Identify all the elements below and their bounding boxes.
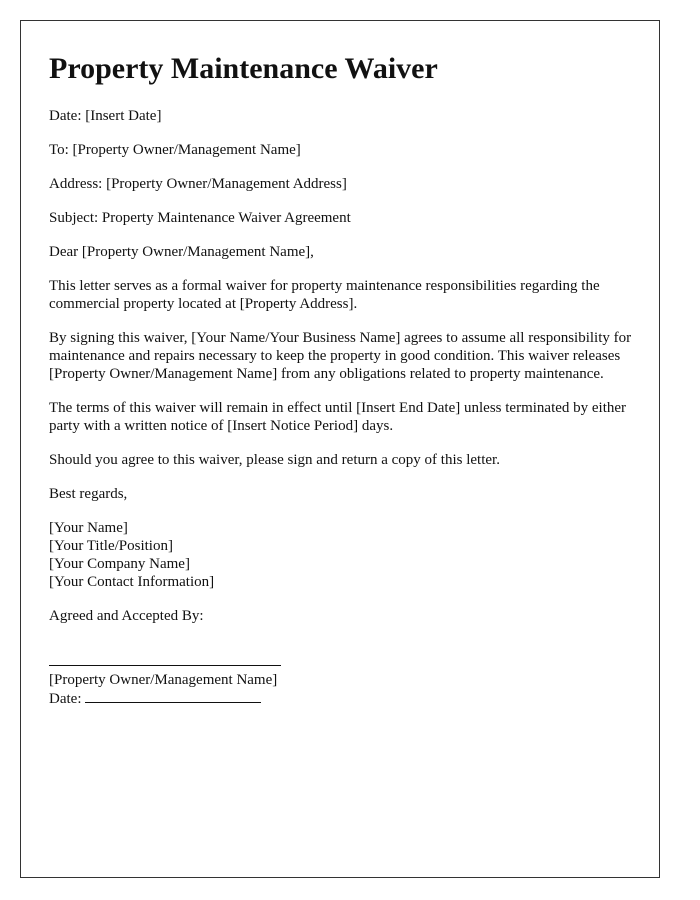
owner-name: [Property Owner/Management Name] [49, 672, 278, 688]
paragraph-request: Should you agree to this waiver, please sign and return a copy of this letter. [49, 452, 500, 468]
sign-date-row [49, 689, 639, 708]
letter-title: Property Maintenance Waiver [49, 52, 438, 85]
sign-date-line[interactable] [85, 689, 261, 703]
subject-line: Subject: Property Maintenance Waiver Agreement [49, 210, 351, 226]
signature-block [49, 651, 639, 708]
date-line: Date: [Insert Date] [49, 108, 162, 124]
letter-page [20, 20, 660, 878]
signature-row [49, 651, 639, 671]
paragraph-responsibility: By signing this waiver, [Your Name/Your Business Name] agrees to assume all responsibility for maintenance and repairs necessary to keep the property in good condition. This waiver releases [Property Owner/Management Name] from any obligations related to property maintenance. [49, 330, 632, 382]
recipient-line: To: [Property Owner/Management Name] [49, 142, 301, 158]
paragraph-intro: This letter serves as a formal waiver for property maintenance responsibilities regarding the commercial property located at [Property Address]. [49, 278, 600, 312]
closing: Best regards, [49, 486, 128, 502]
sender-block [49, 519, 639, 591]
sender-company: [Your Company Name] [49, 556, 190, 572]
sender-title: [Your Title/Position] [49, 538, 173, 554]
sender-contact: [Your Contact Information] [49, 574, 215, 590]
sender-name: [Your Name] [49, 520, 128, 536]
sign-date-label: Date: [49, 691, 86, 707]
letter-content [49, 49, 639, 708]
salutation: Dear [Property Owner/Management Name], [49, 244, 314, 260]
agreed-label: Agreed and Accepted By: [49, 608, 204, 624]
address-line: Address: [Property Owner/Management Address] [49, 176, 347, 192]
paragraph-terms: The terms of this waiver will remain in effect until [Insert End Date] unless terminated by either party with a written notice of [Insert Notice Period] days. [49, 400, 627, 434]
signature-line[interactable] [49, 651, 281, 666]
